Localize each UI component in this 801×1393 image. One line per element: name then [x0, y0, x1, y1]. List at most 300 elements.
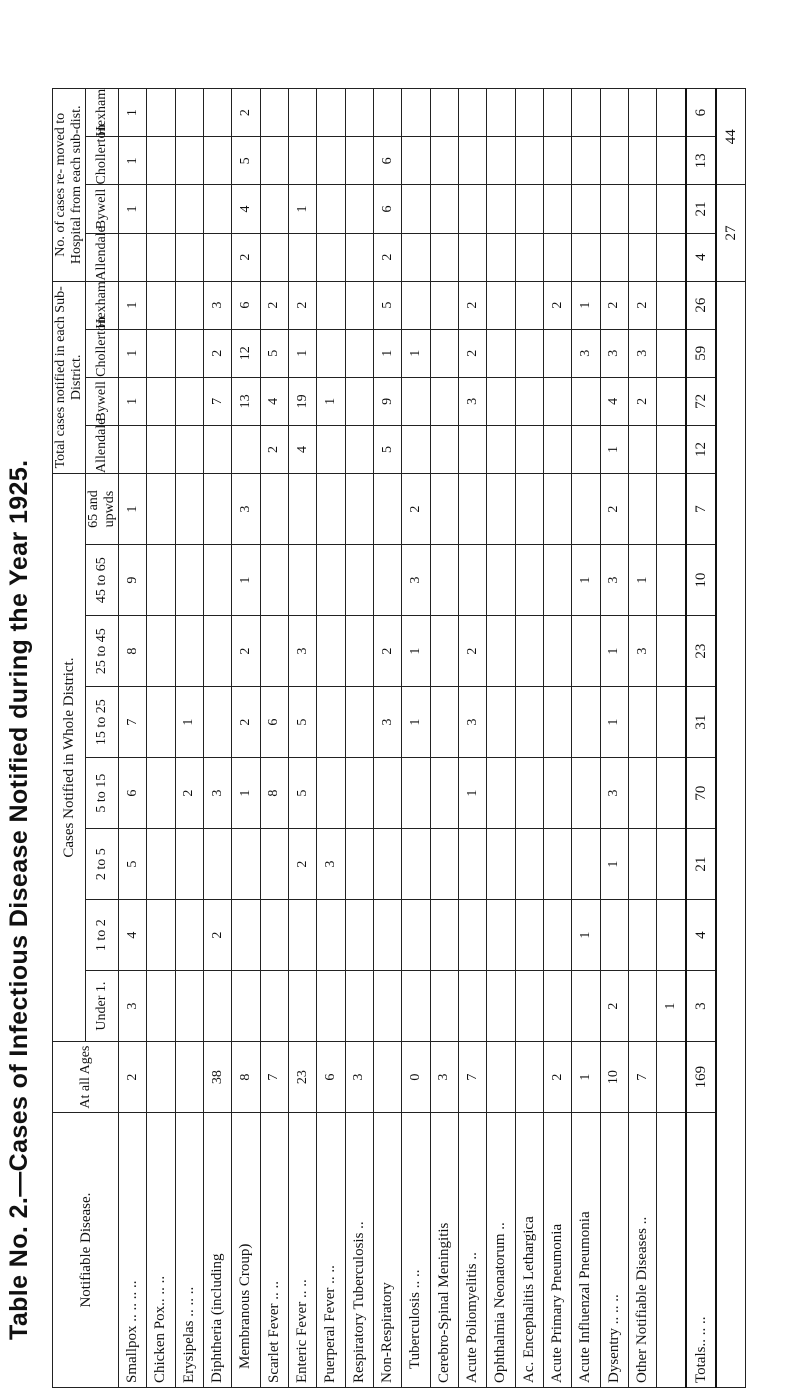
age-group-cell — [628, 687, 656, 758]
table-row — [402, 89, 430, 1388]
age-group-cell — [402, 900, 430, 971]
hospital-cell — [572, 137, 600, 185]
subdistrict-cell: 1 — [402, 329, 430, 377]
totals-row — [686, 89, 716, 1388]
totals-sub-cell: 59 — [686, 329, 716, 377]
subdistrict-cell — [402, 377, 430, 425]
header-age-5-to-15: 5 to 15 — [86, 758, 119, 829]
age-group-cell — [288, 900, 316, 971]
age-group-cell — [345, 971, 373, 1042]
subdistrict-cell: 3 — [458, 377, 486, 425]
age-group-cell: 1 — [572, 545, 600, 616]
disease-label: Enteric Fever .. .. — [288, 1113, 316, 1388]
header-age-under-1: Under 1. — [86, 971, 119, 1042]
age-group-cell: 2 — [203, 900, 231, 971]
age-group-cell: 2 — [373, 616, 401, 687]
age-group-cell: 1 — [402, 687, 430, 758]
totals-age-cell: 70 — [686, 758, 716, 829]
subdistrict-cell — [487, 329, 515, 377]
disease-label: Tuberculosis .. .. — [402, 1113, 430, 1388]
all-ages-cell: 23 — [288, 1042, 316, 1113]
all-ages-cell: 10 — [600, 1042, 628, 1113]
subdistrict-cell: 1 — [600, 425, 628, 473]
age-group-cell — [147, 687, 175, 758]
hospital-grand-total: 44 — [716, 89, 746, 185]
hospital-cell — [572, 89, 600, 137]
disease-label: Scarlet Fever .. .. — [260, 1113, 288, 1388]
hospital-cell — [147, 137, 175, 185]
subdistrict-cell — [430, 281, 458, 329]
hospital-cell — [430, 137, 458, 185]
disease-label: Acute Primary Pneumonia — [543, 1113, 571, 1388]
age-group-cell — [628, 971, 656, 1042]
subdistrict-cell — [487, 425, 515, 473]
disease-label: Smallpox .. .. .. .. — [119, 1113, 147, 1388]
disease-label: Non-Respiratory — [373, 1113, 401, 1388]
age-group-cell — [260, 616, 288, 687]
age-group-cell: 6 — [119, 758, 147, 829]
subdistrict-cell: 13 — [232, 377, 260, 425]
hospital-cell — [543, 233, 571, 281]
subdistrict-cell — [543, 377, 571, 425]
age-group-cell — [373, 971, 401, 1042]
table-row — [458, 89, 486, 1388]
subdistrict-cell: 1 — [119, 329, 147, 377]
subdistrict-cell — [147, 425, 175, 473]
age-group-cell — [458, 829, 486, 900]
age-group-cell — [430, 545, 458, 616]
age-group-cell: 8 — [260, 758, 288, 829]
age-group-cell: 3 — [458, 687, 486, 758]
age-group-cell — [600, 900, 628, 971]
all-ages-cell: 3 — [430, 1042, 458, 1113]
subdistrict-cell — [345, 425, 373, 473]
hospital-cell — [288, 137, 316, 185]
hospital-cell: 2 — [373, 233, 401, 281]
hospital-cell: 6 — [373, 137, 401, 185]
table-row — [345, 89, 373, 1388]
all-ages-cell — [147, 1042, 175, 1113]
age-group-cell: 8 — [119, 616, 147, 687]
hospital-cell — [572, 233, 600, 281]
totals-age-cell: 21 — [686, 829, 716, 900]
header-sub-hexham: Hexham — [86, 281, 119, 329]
hospital-cell — [628, 185, 656, 233]
age-group-cell — [373, 474, 401, 545]
subdistrict-cell — [317, 425, 345, 473]
subdistrict-cell: 2 — [543, 281, 571, 329]
subdistrict-cell — [543, 329, 571, 377]
age-group-cell — [175, 900, 203, 971]
subdistrict-cell: 4 — [288, 425, 316, 473]
hospital-cell — [657, 89, 686, 137]
age-group-cell: 3 — [317, 829, 345, 900]
age-group-cell — [657, 687, 686, 758]
header-sub-bywell: Bywell — [86, 377, 119, 425]
age-group-cell — [317, 971, 345, 1042]
age-group-cell — [232, 971, 260, 1042]
table-row — [572, 89, 600, 1388]
subdistrict-cell: 3 — [572, 329, 600, 377]
disease-label: Ophthalmia Neonatorum .. — [487, 1113, 515, 1388]
hospital-cell — [430, 185, 458, 233]
disease-label: Cerebro-Spinal Meningitis — [430, 1113, 458, 1388]
all-ages-cell — [175, 1042, 203, 1113]
totals-age-cell: 7 — [686, 474, 716, 545]
hospital-cell — [175, 89, 203, 137]
age-group-cell — [232, 900, 260, 971]
age-group-cell — [345, 474, 373, 545]
all-ages-cell: 1 — [572, 1042, 600, 1113]
hospital-cell — [317, 89, 345, 137]
age-group-cell — [317, 474, 345, 545]
hospital-summary-spacer — [716, 281, 746, 1387]
subdistrict-cell — [147, 329, 175, 377]
subdistrict-cell: 2 — [203, 329, 231, 377]
age-group-cell — [232, 829, 260, 900]
age-group-cell — [543, 474, 571, 545]
hospital-cell — [458, 137, 486, 185]
hospital-cell: 6 — [373, 185, 401, 233]
hospital-cell — [487, 89, 515, 137]
subdistrict-cell — [345, 329, 373, 377]
header-whole-district: Cases Notified in Whole District. — [53, 474, 86, 1042]
subdistrict-cell — [657, 329, 686, 377]
age-group-cell — [147, 829, 175, 900]
age-group-cell — [260, 474, 288, 545]
hospital-cell — [175, 137, 203, 185]
hospital-cell — [119, 233, 147, 281]
table-row — [657, 89, 686, 1388]
age-group-cell — [543, 971, 571, 1042]
disease-label: Puerperal Fever .. .. — [317, 1113, 345, 1388]
hospital-cell — [430, 89, 458, 137]
hospital-cell — [515, 233, 543, 281]
age-group-cell — [203, 616, 231, 687]
all-ages-cell: 2 — [543, 1042, 571, 1113]
hospital-cell — [288, 89, 316, 137]
table-row — [373, 89, 401, 1388]
age-group-cell — [543, 829, 571, 900]
age-group-cell — [628, 900, 656, 971]
subdistrict-cell: 2 — [458, 281, 486, 329]
hospital-cell — [543, 137, 571, 185]
age-group-cell — [175, 616, 203, 687]
totals-age-cell: 4 — [686, 900, 716, 971]
age-group-cell: 1 — [600, 616, 628, 687]
age-group-cell: 1 — [600, 687, 628, 758]
table-row — [317, 89, 345, 1388]
age-group-cell — [657, 545, 686, 616]
hospital-cell — [402, 137, 430, 185]
table-row — [628, 89, 656, 1388]
hospital-cell — [657, 185, 686, 233]
age-group-cell: 1 — [657, 971, 686, 1042]
subdistrict-cell — [657, 281, 686, 329]
hospital-cell — [147, 89, 175, 137]
subdistrict-cell: 2 — [458, 329, 486, 377]
notifiable-disease-table — [52, 88, 746, 1388]
age-group-cell: 3 — [600, 545, 628, 616]
age-group-cell — [543, 687, 571, 758]
age-group-cell — [657, 829, 686, 900]
age-group-cell — [572, 829, 600, 900]
age-group-cell — [203, 545, 231, 616]
age-group-cell: 1 — [232, 758, 260, 829]
hospital-cell — [515, 185, 543, 233]
subdistrict-cell — [487, 377, 515, 425]
all-ages-cell — [373, 1042, 401, 1113]
table-body — [119, 89, 687, 1388]
totals-sub-cell: 26 — [686, 281, 716, 329]
age-group-cell — [430, 900, 458, 971]
age-group-cell — [543, 758, 571, 829]
hospital-cell — [260, 233, 288, 281]
age-group-cell: 1 — [628, 545, 656, 616]
hospital-cell — [317, 233, 345, 281]
subdistrict-cell — [515, 425, 543, 473]
age-group-cell — [373, 900, 401, 971]
age-group-cell — [543, 616, 571, 687]
totals-hosp-cell: 21 — [686, 185, 716, 233]
subdistrict-cell — [430, 377, 458, 425]
age-group-cell — [203, 829, 231, 900]
hospital-cell — [175, 233, 203, 281]
hospital-cell — [600, 233, 628, 281]
totals-sub-cell: 72 — [686, 377, 716, 425]
age-group-cell: 5 — [288, 687, 316, 758]
hospital-cell — [402, 185, 430, 233]
subdistrict-cell — [657, 377, 686, 425]
age-group-cell: 1 — [600, 829, 628, 900]
all-ages-cell: 8 — [232, 1042, 260, 1113]
hospital-cell: 1 — [288, 185, 316, 233]
age-group-cell — [175, 829, 203, 900]
age-group-cell: 2 — [175, 758, 203, 829]
age-group-cell — [373, 758, 401, 829]
subdistrict-cell: 5 — [373, 425, 401, 473]
subdistrict-cell: 2 — [628, 281, 656, 329]
subdistrict-cell — [515, 281, 543, 329]
age-group-cell: 1 — [402, 616, 430, 687]
totals-age-cell: 3 — [686, 971, 716, 1042]
age-group-cell — [147, 616, 175, 687]
hospital-cell — [543, 89, 571, 137]
header-hosp-hexham: Hexham — [86, 89, 119, 137]
table-row — [515, 89, 543, 1388]
age-group-cell — [487, 900, 515, 971]
totals-sub-cell: 12 — [686, 425, 716, 473]
age-group-cell — [572, 758, 600, 829]
subdistrict-cell — [515, 329, 543, 377]
hospital-cell — [600, 185, 628, 233]
hospital-group-subtotal: 27 — [716, 185, 746, 281]
age-group-cell: 1 — [572, 900, 600, 971]
age-group-cell — [147, 474, 175, 545]
subdistrict-cell — [430, 329, 458, 377]
age-group-cell: 1 — [119, 474, 147, 545]
subdistrict-cell — [147, 281, 175, 329]
disease-label: Diphtheria (including — [203, 1113, 231, 1388]
hospital-cell — [317, 137, 345, 185]
age-group-cell — [288, 474, 316, 545]
age-group-cell: 2 — [600, 971, 628, 1042]
subdistrict-cell: 4 — [600, 377, 628, 425]
age-group-cell: 5 — [288, 758, 316, 829]
age-group-cell — [515, 687, 543, 758]
all-ages-cell: 2 — [119, 1042, 147, 1113]
age-group-cell — [203, 474, 231, 545]
hospital-cell — [430, 233, 458, 281]
header-hosp-chollerton: Chollerton — [86, 137, 119, 185]
age-group-cell — [430, 474, 458, 545]
age-group-cell — [657, 616, 686, 687]
age-group-cell — [345, 616, 373, 687]
age-group-cell — [487, 829, 515, 900]
hospital-cell — [402, 233, 430, 281]
age-group-cell — [657, 900, 686, 971]
age-group-cell — [288, 545, 316, 616]
age-group-cell — [657, 758, 686, 829]
subdistrict-cell — [317, 329, 345, 377]
subdistrict-cell — [203, 425, 231, 473]
header-sub-allendale: Allendale — [86, 425, 119, 473]
disease-label: Acute Poliomyelitis .. — [458, 1113, 486, 1388]
header-age-65-upwards: 65 and upwds — [86, 474, 119, 545]
hospital-cell — [260, 185, 288, 233]
disease-label: Dysentry .. .. .. — [600, 1113, 628, 1388]
hospital-cell — [458, 233, 486, 281]
subdistrict-cell: 2 — [600, 281, 628, 329]
totals-age-cell: 23 — [686, 616, 716, 687]
age-group-cell — [487, 758, 515, 829]
age-group-cell — [317, 687, 345, 758]
age-group-cell — [543, 545, 571, 616]
age-group-cell: 2 — [232, 616, 260, 687]
age-group-cell: 5 — [119, 829, 147, 900]
age-group-cell — [430, 758, 458, 829]
age-group-cell — [430, 971, 458, 1042]
table-row — [175, 89, 203, 1388]
table-row — [147, 89, 175, 1388]
age-group-cell — [147, 758, 175, 829]
subdistrict-cell — [515, 377, 543, 425]
age-group-cell — [458, 474, 486, 545]
age-group-cell: 3 — [288, 616, 316, 687]
hospital-cell — [543, 185, 571, 233]
age-group-cell — [203, 971, 231, 1042]
header-hosp-allendale: Allendale — [86, 233, 119, 281]
age-group-cell — [288, 971, 316, 1042]
header-notifiable-disease: Notifiable Disease. — [53, 1113, 119, 1388]
subdistrict-cell — [430, 425, 458, 473]
age-group-cell — [572, 971, 600, 1042]
age-group-cell — [572, 687, 600, 758]
subdistrict-cell: 9 — [373, 377, 401, 425]
hospital-cell — [175, 185, 203, 233]
hospital-cell — [147, 185, 175, 233]
age-group-cell — [458, 900, 486, 971]
hospital-cell — [345, 137, 373, 185]
age-group-cell: 1 — [232, 545, 260, 616]
age-group-cell — [487, 971, 515, 1042]
hospital-cell — [147, 233, 175, 281]
hospital-cell — [260, 137, 288, 185]
disease-label — [657, 1113, 686, 1388]
hospital-cell — [345, 233, 373, 281]
subdistrict-cell: 1 — [288, 329, 316, 377]
age-group-cell — [515, 971, 543, 1042]
subdistrict-cell — [402, 425, 430, 473]
age-group-cell — [430, 687, 458, 758]
age-group-cell — [515, 758, 543, 829]
hospital-cell: 1 — [119, 89, 147, 137]
header-sub-chollerton: Chollerton — [86, 329, 119, 377]
age-group-cell — [260, 545, 288, 616]
hospital-cell — [288, 233, 316, 281]
table-row — [203, 89, 231, 1388]
subdistrict-cell — [119, 425, 147, 473]
hospital-cell — [515, 137, 543, 185]
table-row — [430, 89, 458, 1388]
all-ages-cell: 0 — [402, 1042, 430, 1113]
age-group-cell: 1 — [175, 687, 203, 758]
subdistrict-cell: 5 — [260, 329, 288, 377]
age-group-cell — [147, 545, 175, 616]
subdistrict-cell: 1 — [119, 281, 147, 329]
subdistrict-cell — [572, 425, 600, 473]
subdistrict-cell — [175, 377, 203, 425]
age-group-cell — [203, 687, 231, 758]
age-group-cell: 1 — [458, 758, 486, 829]
subdistrict-cell — [458, 425, 486, 473]
age-group-cell — [317, 758, 345, 829]
age-group-cell — [628, 474, 656, 545]
totals-age-cell: 31 — [686, 687, 716, 758]
age-group-cell — [402, 758, 430, 829]
hospital-cell — [628, 233, 656, 281]
age-group-cell: 3 — [402, 545, 430, 616]
disease-label: Respiratory Tuberculosis .. — [345, 1113, 373, 1388]
header-age-1-to-2: 1 to 2 — [86, 900, 119, 971]
age-group-cell — [657, 474, 686, 545]
subdistrict-cell — [657, 425, 686, 473]
age-group-cell — [373, 545, 401, 616]
subdistrict-cell: 2 — [260, 425, 288, 473]
age-group-cell — [175, 971, 203, 1042]
age-group-cell — [345, 900, 373, 971]
all-ages-cell — [657, 1042, 686, 1113]
age-group-cell — [430, 829, 458, 900]
subdistrict-cell: 3 — [203, 281, 231, 329]
hospital-cell — [458, 185, 486, 233]
header-age-45-to-65: 45 to 65 — [86, 545, 119, 616]
hospital-cell — [657, 233, 686, 281]
age-group-cell: 6 — [260, 687, 288, 758]
age-group-cell — [515, 474, 543, 545]
subdistrict-cell: 4 — [260, 377, 288, 425]
subdistrict-cell: 5 — [373, 281, 401, 329]
age-group-cell: 3 — [373, 687, 401, 758]
page-title: Table No. 2.—Cases of Infectious Disease Notified during the Year 1925. — [5, 459, 33, 1340]
age-group-cell — [260, 971, 288, 1042]
age-group-cell — [260, 829, 288, 900]
age-group-cell — [628, 829, 656, 900]
age-group-cell — [345, 687, 373, 758]
hospital-cell — [600, 89, 628, 137]
age-group-cell — [402, 829, 430, 900]
hospital-cell: 1 — [119, 137, 147, 185]
